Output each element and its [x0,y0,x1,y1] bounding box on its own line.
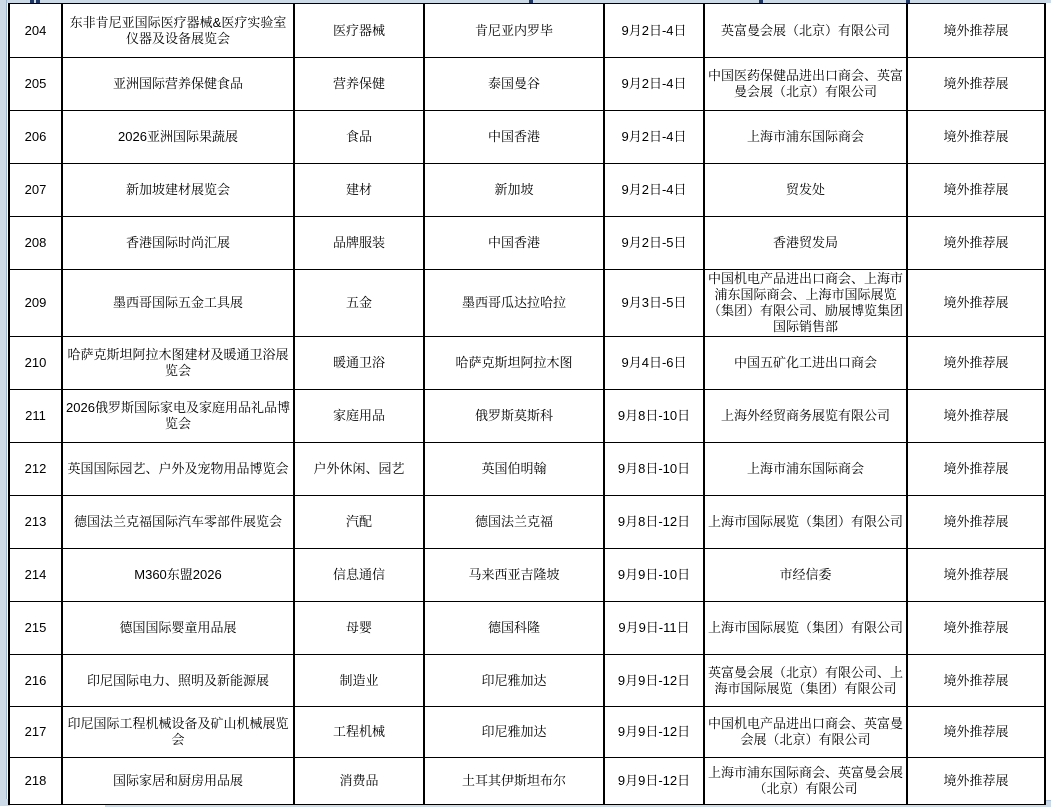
location-cell: 中国香港 [424,111,604,164]
organizer-cell: 上海市国际展览（集团）有限公司 [704,602,907,655]
organizer-cell: 英富曼会展（北京）有限公司、上海市国际展览（集团）有限公司 [704,655,907,707]
organizer-cell: 中国医药保健品进出口商会、英富曼会展（北京）有限公司 [704,58,907,111]
type-cell: 境外推荐展 [907,270,1045,337]
category-cell: 营养保健 [294,58,424,111]
organizer-cell: 市经信委 [704,549,907,602]
category-cell: 户外休闲、园艺 [294,443,424,496]
row-number-cell: 209 [9,270,62,337]
row-number-cell: 213 [9,496,62,549]
type-cell: 境外推荐展 [907,217,1045,270]
row-number-cell: 218 [9,758,62,805]
category-cell: 母婴 [294,602,424,655]
organizer-cell: 英富曼会展（北京）有限公司 [704,4,907,58]
location-cell: 新加坡 [424,164,604,217]
category-cell: 五金 [294,270,424,337]
exhibition-name-cell: 印尼国际电力、照明及新能源展 [62,655,294,707]
table-row [9,443,1045,496]
type-cell: 境外推荐展 [907,707,1045,758]
category-cell: 工程机械 [294,707,424,758]
row-number-cell: 215 [9,602,62,655]
organizer-cell: 上海市浦东国际商会 [704,443,907,496]
date-cell: 9月8日-10日 [604,390,704,443]
organizer-cell: 上海市浦东国际商会 [704,111,907,164]
organizer-cell: 上海市国际展览（集团）有限公司 [704,496,907,549]
date-cell: 9月9日-11日 [604,602,704,655]
row-number-cell: 211 [9,390,62,443]
location-cell: 德国科隆 [424,602,604,655]
date-cell: 9月9日-12日 [604,655,704,707]
row-number-cell: 217 [9,707,62,758]
category-cell: 消费品 [294,758,424,805]
row-number-cell: 208 [9,217,62,270]
location-cell: 墨西哥瓜达拉哈拉 [424,270,604,337]
table-row [9,337,1045,390]
organizer-cell: 中国五矿化工进出口商会 [704,337,907,390]
type-cell: 境外推荐展 [907,111,1045,164]
exhibition-name-cell: 东非肯尼亚国际医疗器械&医疗实验室仪器及设备展览会 [62,4,294,58]
location-cell: 中国香港 [424,217,604,270]
table-row [9,390,1045,443]
organizer-cell: 贸发处 [704,164,907,217]
location-cell: 英国伯明翰 [424,443,604,496]
table-row [9,707,1045,758]
type-cell: 境外推荐展 [907,337,1045,390]
category-cell: 品牌服装 [294,217,424,270]
row-number-cell: 214 [9,549,62,602]
organizer-cell: 中国机电产品进出口商会、英富曼会展（北京）有限公司 [704,707,907,758]
row-number-cell: 212 [9,443,62,496]
location-cell: 马来西亚吉隆坡 [424,549,604,602]
exhibition-table-body [9,4,1045,805]
category-cell: 家庭用品 [294,390,424,443]
organizer-cell: 中国机电产品进出口商会、上海市浦东国际商会、上海市国际展览（集团）有限公司、励展博览集团国际销售部 [704,270,907,337]
location-cell: 哈萨克斯坦阿拉木图 [424,337,604,390]
category-cell: 制造业 [294,655,424,707]
category-cell: 汽配 [294,496,424,549]
exhibition-table [8,3,1046,805]
table-row [9,111,1045,164]
location-cell: 土耳其伊斯坦布尔 [424,758,604,805]
exhibition-name-cell: 德国法兰克福国际汽车零部件展览会 [62,496,294,549]
date-cell: 9月9日-12日 [604,758,704,805]
exhibition-name-cell: 德国国际婴童用品展 [62,602,294,655]
exhibition-name-cell: 墨西哥国际五金工具展 [62,270,294,337]
exhibition-name-cell: 亚洲国际营养保健食品 [62,58,294,111]
table-row [9,58,1045,111]
table-row [9,602,1045,655]
location-cell: 俄罗斯莫斯科 [424,390,604,443]
type-cell: 境外推荐展 [907,4,1045,58]
row-number-cell: 205 [9,58,62,111]
type-cell: 境外推荐展 [907,390,1045,443]
location-cell: 印尼雅加达 [424,655,604,707]
type-cell: 境外推荐展 [907,758,1045,805]
exhibition-name-cell: 印尼国际工程机械设备及矿山机械展览会 [62,707,294,758]
type-cell: 境外推荐展 [907,58,1045,111]
organizer-cell: 上海外经贸商务展览有限公司 [704,390,907,443]
table-row [9,655,1045,707]
exhibition-name-cell: 新加坡建材展览会 [62,164,294,217]
date-cell: 9月9日-10日 [604,549,704,602]
category-cell: 信息通信 [294,549,424,602]
exhibition-name-cell: 2026俄罗斯国际家电及家庭用品礼品博览会 [62,390,294,443]
row-number-cell: 216 [9,655,62,707]
exhibition-name-cell: 香港国际时尚汇展 [62,217,294,270]
table-row [9,496,1045,549]
table-row [9,217,1045,270]
row-number-cell: 204 [9,4,62,58]
type-cell: 境外推荐展 [907,655,1045,707]
date-cell: 9月2日-4日 [604,58,704,111]
location-cell: 泰国曼谷 [424,58,604,111]
row-number-cell: 210 [9,337,62,390]
table-row [9,4,1045,58]
type-cell: 境外推荐展 [907,496,1045,549]
table-row [9,164,1045,217]
exhibition-name-cell: 哈萨克斯坦阿拉木图建材及暖通卫浴展览会 [62,337,294,390]
exhibition-name-cell: 2026亚洲国际果蔬展 [62,111,294,164]
table-row [9,758,1045,805]
date-cell: 9月8日-10日 [604,443,704,496]
date-cell: 9月4日-6日 [604,337,704,390]
category-cell: 暖通卫浴 [294,337,424,390]
date-cell: 9月2日-4日 [604,4,704,58]
date-cell: 9月2日-5日 [604,217,704,270]
exhibition-name-cell: 英国国际园艺、户外及宠物用品博览会 [62,443,294,496]
date-cell: 9月2日-4日 [604,164,704,217]
organizer-cell: 香港贸发局 [704,217,907,270]
spreadsheet-left-edge [0,0,7,806]
organizer-cell: 上海市浦东国际商会、英富曼会展（北京）有限公司 [704,758,907,805]
category-cell: 医疗器械 [294,4,424,58]
row-number-cell: 207 [9,164,62,217]
date-cell: 9月2日-4日 [604,111,704,164]
category-cell: 食品 [294,111,424,164]
location-cell: 肯尼亚内罗毕 [424,4,604,58]
exhibition-name-cell: M360东盟2026 [62,549,294,602]
type-cell: 境外推荐展 [907,549,1045,602]
type-cell: 境外推荐展 [907,602,1045,655]
date-cell: 9月8日-12日 [604,496,704,549]
table-row [9,549,1045,602]
category-cell: 建材 [294,164,424,217]
type-cell: 境外推荐展 [907,443,1045,496]
location-cell: 印尼雅加达 [424,707,604,758]
date-cell: 9月9日-12日 [604,707,704,758]
date-cell: 9月3日-5日 [604,270,704,337]
type-cell: 境外推荐展 [907,164,1045,217]
location-cell: 德国法兰克福 [424,496,604,549]
exhibition-name-cell: 国际家居和厨房用品展 [62,758,294,805]
row-number-cell: 206 [9,111,62,164]
table-row [9,270,1045,337]
